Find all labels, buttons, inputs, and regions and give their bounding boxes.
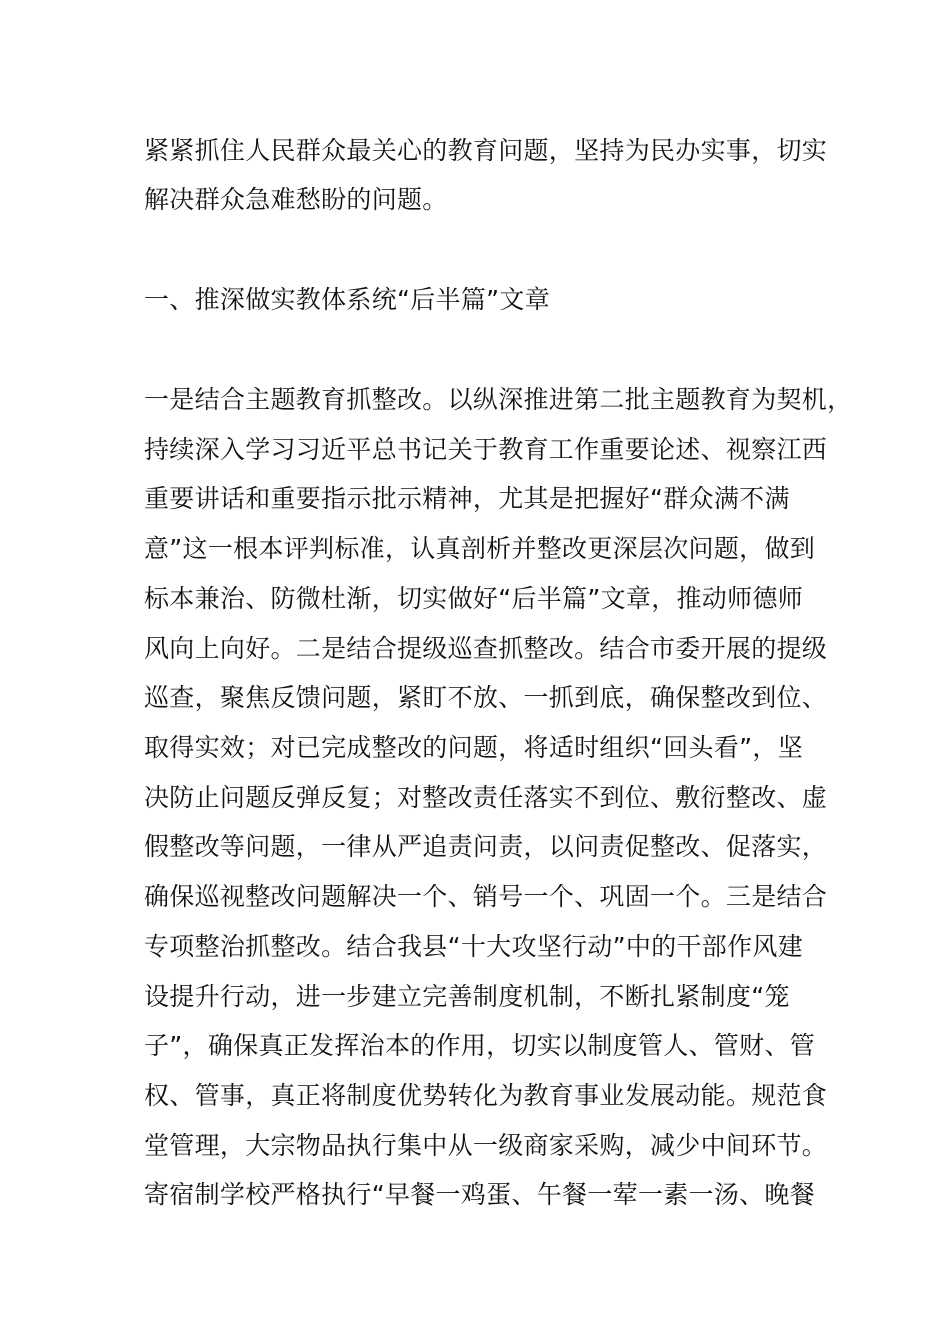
body-line-15: 权、管事，真正将制度优势转化为教育事业发展动能。规范食 [144, 1081, 828, 1110]
body-line-3: 重要讲话和重要指示批示精神，尤其是把握好“群众满不满 [144, 484, 790, 513]
body-line-13: 设提升行动，进一步建立完善制度机制，不断扎紧制度“笼 [144, 982, 790, 1011]
body-line-10: 假整改等问题，一律从严追责问责，以问责促整改、促落实， [144, 832, 828, 861]
body-line-4: 意”这一根本评判标准，认真剖析并整改更深层次问题，做到 [144, 534, 816, 563]
body-line-17: 寄宿制学校严格执行“早餐一鸡蛋、午餐一荤一素一汤、晚餐 [144, 1180, 816, 1209]
body-line-6: 风向上向好。二是结合提级巡查抓整改。结合市委开展的提级 [144, 634, 828, 663]
body-line-16: 堂管理，大宗物品执行集中从一级商家采购，减少中间环节。 [144, 1131, 828, 1160]
body-line-7: 巡查，聚焦反馈问题，紧盯不放、一抓到底，确保整改到位、 [144, 683, 828, 712]
body-line-12: 专项整治抓整改。结合我县“十大攻坚行动”中的干部作风建 [144, 932, 804, 961]
body-line-5: 标本兼治、防微杜渐，切实做好“后半篇”文章，推动师德师 [144, 584, 804, 613]
body-line-2: 持续深入学习习近平总书记关于教育工作重要论述、视察江西 [144, 435, 828, 464]
section-heading: 一、推深做实教体系统“后半篇”文章 [144, 285, 551, 314]
body-line-9: 决防止问题反弹反复；对整改责任落实不到位、敷衍整改、虚 [144, 783, 828, 812]
body-line-8: 取得实效；对已完成整改的问题，将适时组织“回头看”，坚 [144, 733, 804, 762]
intro-line-2: 解决群众急难愁盼的问题。 [144, 185, 448, 214]
body-line-1: 一是结合主题教育抓整改。以纵深推进第二批主题教育为契机， [144, 385, 853, 414]
intro-line-1: 紧紧抓住人民群众最关心的教育问题，坚持为民办实事，切实 [144, 136, 828, 165]
body-line-14: 子”，确保真正发挥治本的作用，切实以制度管人、管财、管 [144, 1031, 816, 1060]
body-line-11: 确保巡视整改问题解决一个、销号一个、巩固一个。三是结合 [144, 882, 828, 911]
